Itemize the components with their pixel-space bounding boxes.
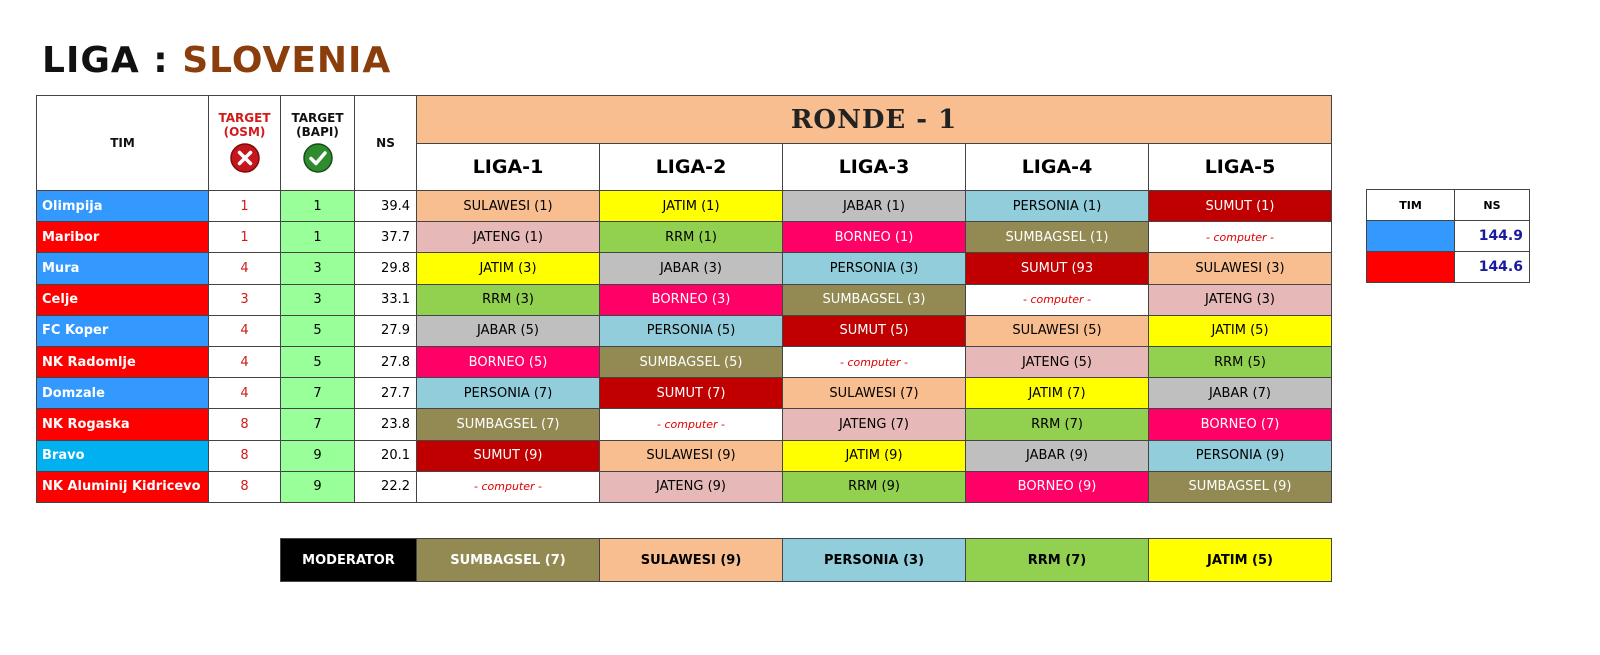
header-target-osm xyxy=(209,96,281,191)
match-cell-liga-2: JABAR (3) xyxy=(600,253,783,284)
summary-value-blue: 144.9 xyxy=(1455,221,1530,252)
match-cell-liga-1: JATENG (1) xyxy=(417,222,600,253)
ns-value: 22.2 xyxy=(355,471,417,502)
target-bapi-value: 5 xyxy=(281,346,355,377)
match-cell-liga-5: SULAWESI (3) xyxy=(1149,253,1332,284)
summary-header-tim: TIM xyxy=(1367,190,1455,221)
target-osm-value: 8 xyxy=(209,409,281,440)
summary-header-ns: NS xyxy=(1455,190,1530,221)
moderator-label: MODERATOR xyxy=(281,539,417,582)
table-row xyxy=(37,409,1332,440)
match-cell-liga-3: SUMUT (5) xyxy=(783,315,966,346)
moderator-cell-liga-4: RRM (7) xyxy=(966,539,1149,582)
match-cell-liga-1: PERSONIA (7) xyxy=(417,378,600,409)
header-ns: NS xyxy=(355,96,417,191)
team-name: Mura xyxy=(37,253,209,284)
summary-swatch-red xyxy=(1367,252,1455,283)
target-bapi-value: 5 xyxy=(281,315,355,346)
match-cell-liga-4: BORNEO (9) xyxy=(966,471,1149,502)
match-cell-liga-5: JABAR (7) xyxy=(1149,378,1332,409)
x-circle-icon xyxy=(230,143,260,173)
table-row xyxy=(37,471,1332,502)
table-row xyxy=(37,346,1332,377)
header-target-osm-line1: TARGET xyxy=(218,110,271,125)
target-osm-value: 3 xyxy=(209,284,281,315)
target-osm-value: 8 xyxy=(209,471,281,502)
team-name: NK Radomlje xyxy=(37,346,209,377)
ns-value: 29.8 xyxy=(355,253,417,284)
team-name: Olimpija xyxy=(37,191,209,222)
match-cell-liga-1: SUMUT (9) xyxy=(417,440,600,471)
team-name: Celje xyxy=(37,284,209,315)
match-cell-liga-2: SULAWESI (9) xyxy=(600,440,783,471)
match-cell-liga-3: BORNEO (1) xyxy=(783,222,966,253)
liga-4-header: LIGA-4 xyxy=(966,144,1149,191)
header-target-bapi-line2: (BAPI) xyxy=(296,124,339,139)
match-cell-liga-2: - computer - xyxy=(600,409,783,440)
match-cell-liga-3: RRM (9) xyxy=(783,471,966,502)
match-cell-liga-3: JATENG (7) xyxy=(783,409,966,440)
match-cell-liga-5: JATIM (5) xyxy=(1149,315,1332,346)
team-name: NK Rogaska xyxy=(37,409,209,440)
target-bapi-value: 7 xyxy=(281,378,355,409)
ns-value: 27.8 xyxy=(355,346,417,377)
moderator-table xyxy=(280,538,1332,582)
match-cell-liga-1: JATIM (3) xyxy=(417,253,600,284)
target-osm-value: 8 xyxy=(209,440,281,471)
ns-value: 23.8 xyxy=(355,409,417,440)
target-bapi-value: 7 xyxy=(281,409,355,440)
moderator-cell-liga-5: JATIM (5) xyxy=(1149,539,1332,582)
target-osm-value: 4 xyxy=(209,253,281,284)
title-league-name: SLOVENIA xyxy=(182,40,392,81)
match-cell-liga-1: SULAWESI (1) xyxy=(417,191,600,222)
table-row xyxy=(37,253,1332,284)
match-cell-liga-4: SULAWESI (5) xyxy=(966,315,1149,346)
target-osm-value: 4 xyxy=(209,346,281,377)
match-cell-liga-3: SULAWESI (7) xyxy=(783,378,966,409)
team-name: Bravo xyxy=(37,440,209,471)
match-cell-liga-2: JATENG (9) xyxy=(600,471,783,502)
match-cell-liga-2: SUMBAGSEL (5) xyxy=(600,346,783,377)
team-name: Maribor xyxy=(37,222,209,253)
ns-value: 27.9 xyxy=(355,315,417,346)
target-bapi-value: 1 xyxy=(281,222,355,253)
header-target-osm-line2: (OSM) xyxy=(223,124,266,139)
ns-value: 27.7 xyxy=(355,378,417,409)
liga-5-header: LIGA-5 xyxy=(1149,144,1332,191)
liga-2-header: LIGA-2 xyxy=(600,144,783,191)
header-target-bapi xyxy=(281,96,355,191)
summary-table xyxy=(1366,189,1530,283)
table-row xyxy=(37,440,1332,471)
match-cell-liga-1: RRM (3) xyxy=(417,284,600,315)
match-cell-liga-2: RRM (1) xyxy=(600,222,783,253)
ns-value: 39.4 xyxy=(355,191,417,222)
target-osm-value: 1 xyxy=(209,191,281,222)
match-cell-liga-5: JATENG (3) xyxy=(1149,284,1332,315)
table-row xyxy=(37,284,1332,315)
match-cell-liga-4: PERSONIA (1) xyxy=(966,191,1149,222)
match-cell-liga-3: JABAR (1) xyxy=(783,191,966,222)
team-name: Domzale xyxy=(37,378,209,409)
liga-1-header: LIGA-1 xyxy=(417,144,600,191)
match-cell-liga-4: RRM (7) xyxy=(966,409,1149,440)
table-row xyxy=(37,315,1332,346)
match-cell-liga-3: - computer - xyxy=(783,346,966,377)
match-cell-liga-4: SUMUT (93 xyxy=(966,253,1149,284)
ns-value: 33.1 xyxy=(355,284,417,315)
moderator-cell-liga-1: SUMBAGSEL (7) xyxy=(417,539,600,582)
schedule-table xyxy=(36,95,1332,503)
match-cell-liga-1: - computer - xyxy=(417,471,600,502)
table-row xyxy=(37,378,1332,409)
match-cell-liga-5: RRM (5) xyxy=(1149,346,1332,377)
target-osm-value: 1 xyxy=(209,222,281,253)
liga-3-header: LIGA-3 xyxy=(783,144,966,191)
moderator-cell-liga-3: PERSONIA (3) xyxy=(783,539,966,582)
match-cell-liga-1: SUMBAGSEL (7) xyxy=(417,409,600,440)
target-osm-value: 4 xyxy=(209,315,281,346)
match-cell-liga-5: SUMBAGSEL (9) xyxy=(1149,471,1332,502)
match-cell-liga-5: SUMUT (1) xyxy=(1149,191,1332,222)
match-cell-liga-4: JATIM (7) xyxy=(966,378,1149,409)
target-bapi-value: 9 xyxy=(281,471,355,502)
ns-value: 37.7 xyxy=(355,222,417,253)
team-name: FC Koper xyxy=(37,315,209,346)
header-tim: TIM xyxy=(37,96,209,191)
summary-value-red: 144.6 xyxy=(1455,252,1530,283)
match-cell-liga-3: PERSONIA (3) xyxy=(783,253,966,284)
target-osm-value: 4 xyxy=(209,378,281,409)
match-cell-liga-1: JABAR (5) xyxy=(417,315,600,346)
match-cell-liga-1: BORNEO (5) xyxy=(417,346,600,377)
check-circle-icon xyxy=(303,143,333,173)
title-prefix: LIGA : xyxy=(42,40,169,81)
ns-value: 20.1 xyxy=(355,440,417,471)
match-cell-liga-4: - computer - xyxy=(966,284,1149,315)
target-bapi-value: 3 xyxy=(281,284,355,315)
target-bapi-value: 3 xyxy=(281,253,355,284)
round-header: RONDE - 1 xyxy=(417,96,1332,144)
summary-swatch-blue xyxy=(1367,221,1455,252)
table-row xyxy=(37,222,1332,253)
header-target-bapi-line1: TARGET xyxy=(291,110,344,125)
match-cell-liga-2: BORNEO (3) xyxy=(600,284,783,315)
target-bapi-value: 9 xyxy=(281,440,355,471)
match-cell-liga-5: PERSONIA (9) xyxy=(1149,440,1332,471)
moderator-cell-liga-2: SULAWESI (9) xyxy=(600,539,783,582)
team-name: NK Aluminij Kidricevo xyxy=(37,471,209,502)
match-cell-liga-2: SUMUT (7) xyxy=(600,378,783,409)
match-cell-liga-3: JATIM (9) xyxy=(783,440,966,471)
match-cell-liga-4: JABAR (9) xyxy=(966,440,1149,471)
match-cell-liga-5: BORNEO (7) xyxy=(1149,409,1332,440)
match-cell-liga-2: JATIM (1) xyxy=(600,191,783,222)
target-bapi-value: 1 xyxy=(281,191,355,222)
match-cell-liga-4: SUMBAGSEL (1) xyxy=(966,222,1149,253)
match-cell-liga-3: SUMBAGSEL (3) xyxy=(783,284,966,315)
table-row xyxy=(37,191,1332,222)
match-cell-liga-4: JATENG (5) xyxy=(966,346,1149,377)
page-title xyxy=(42,40,391,81)
match-cell-liga-2: PERSONIA (5) xyxy=(600,315,783,346)
match-cell-liga-5: - computer - xyxy=(1149,222,1332,253)
